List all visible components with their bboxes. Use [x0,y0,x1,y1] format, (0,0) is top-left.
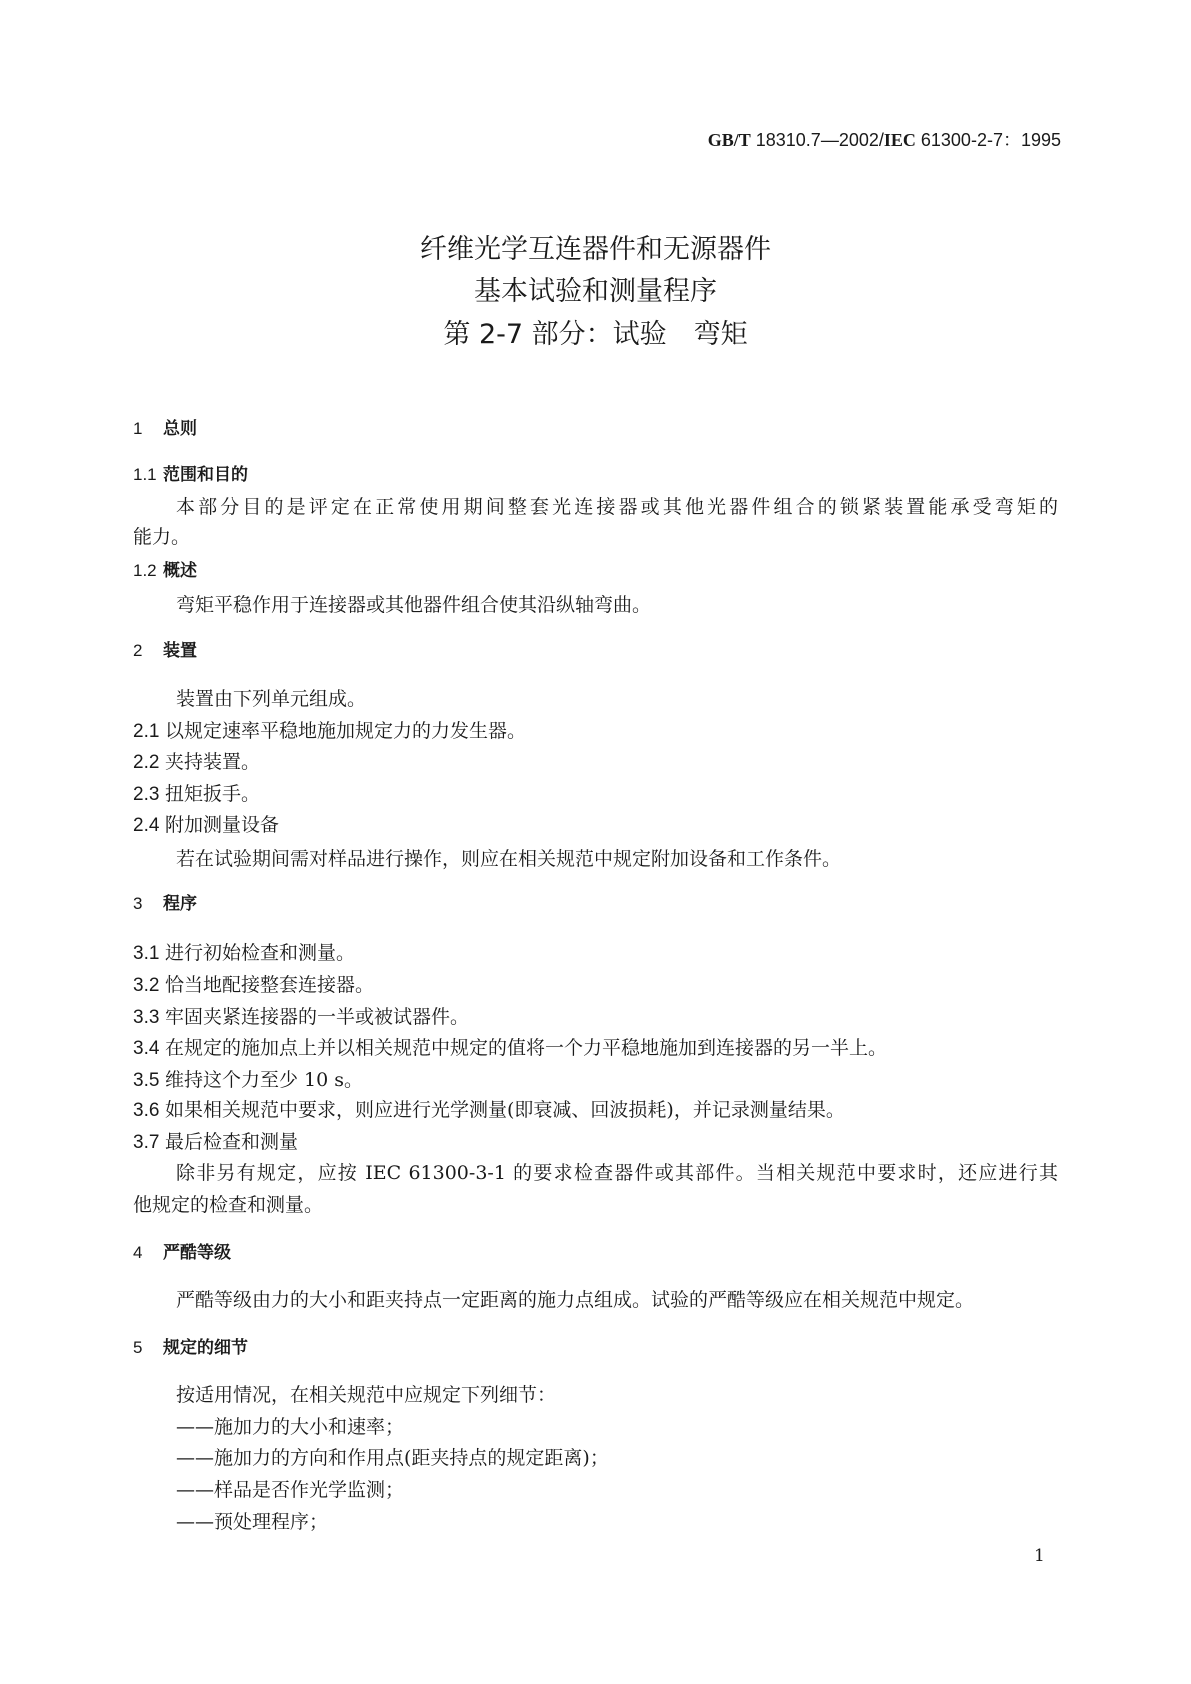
clause-number: 3.4 [133,1038,160,1059]
section-heading [133,463,248,487]
clause-text: 范围和目的 [163,465,248,485]
numbered-item [133,750,260,775]
numbered-item [133,1068,363,1093]
clause-text: 扭矩扳手。 [165,783,261,805]
clause-number: 3 [133,894,143,913]
clause-text: 若在试验期间需对样品进行操作，则应在相关规范中规定附加设备和工作条件。 [176,848,842,870]
clause-number: 3.6 [133,1100,160,1121]
clause-text: 牢固夹紧连接器的一半或被试器件。 [165,1006,470,1028]
section-heading [133,1336,248,1360]
numbered-item [133,941,355,966]
clause-text: 弯矩平稳作用于连接器或其他器件组合使其沿纵轴弯曲。 [176,594,652,616]
clause-number: 2.1 [133,721,160,742]
clause-text: 如果相关规范中要求，则应进行光学测量(即衰减、回波损耗)，并记录测量结果。 [165,1099,845,1121]
clause-text: 总则 [163,419,197,439]
clause-text: 他规定的检查和测量。 [133,1194,324,1216]
clause-text: 在规定的施加点上并以相关规范中规定的值将一个力平稳地施加到连接器的另一半上。 [165,1037,888,1059]
clause-text: ——施加力的大小和速率； [176,1416,405,1438]
clause-text: 最后检查和测量 [165,1131,299,1153]
standard-number-header [708,126,1061,152]
page-number: 1 [1034,1546,1045,1566]
paragraph-line [176,593,651,617]
clause-text: 夹持装置。 [165,751,261,773]
section-heading [133,892,197,916]
clause-number: 2 [133,641,143,660]
header-iec-number: 61300-2-7：1995 [915,130,1061,150]
paragraph-continuation [133,1193,323,1217]
clause-number: 2.3 [133,784,160,805]
numbered-item [133,1036,887,1061]
title-line-1: 纤维光学互连器件和无源器件 [420,234,771,265]
section-heading [133,417,197,441]
clause-text: 维持这个力至少 10 s。 [165,1069,364,1091]
numbered-item [133,973,374,998]
clause-number: 1.2 [133,561,157,580]
title-line-3: 第 2-7 部分：试验 弯矩 [443,319,748,350]
section-heading [133,1241,231,1265]
title-line-2: 基本试验和测量程序 [474,276,717,307]
clause-text: 恰当地配接整套连接器。 [165,974,375,996]
numbered-item [133,813,279,838]
paragraph-line [176,1446,609,1470]
clause-text: ——样品是否作光学监测； [176,1479,405,1501]
numbered-item [133,1130,298,1155]
paragraph-line [176,1510,328,1534]
header-iec: IEC [883,130,916,150]
clause-number: 1.1 [133,465,157,484]
clause-text: 本部分目的是评定在正常使用期间整套光连接器或其他光器件组合的锁紧装置能承受弯矩的 [176,496,1058,518]
clause-text: 装置由下列单元组成。 [176,688,367,710]
clause-number: 3.1 [133,943,160,964]
header-gb-number: 18310.7—2002/ [750,130,884,150]
numbered-item [133,1005,469,1030]
clause-text: 规定的细节 [163,1338,248,1358]
clause-number: 3.5 [133,1070,160,1091]
clause-number: 3.2 [133,975,160,996]
paragraph-line [176,1478,404,1502]
clause-number: 3.7 [133,1132,160,1153]
clause-text: 进行初始检查和测量。 [165,942,356,964]
clause-text: 除非另有规定，应按 IEC 61300-3-1 的要求检查器件或其部件。当相关规范中要求时，还应进行其 [176,1162,1058,1184]
clause-number: 2.4 [133,815,160,836]
clause-text: 严酷等级 [163,1243,231,1263]
section-heading [133,639,197,663]
clause-number: 1 [133,419,143,438]
paragraph-line [176,495,1058,519]
clause-number: 5 [133,1338,143,1357]
paragraph-line [176,1383,556,1407]
paragraph-line [176,847,841,871]
clause-number: 2.2 [133,752,160,773]
numbered-item [133,1098,845,1123]
clause-text: 按适用情况，在相关规范中应规定下列细节： [176,1384,557,1406]
clause-text: 严酷等级由力的大小和距夹持点一定距离的施力点组成。试验的严酷等级应在相关规范中规定。 [176,1289,975,1311]
paragraph-line [176,687,366,711]
paragraph-continuation [133,525,190,549]
paragraph-line [176,1288,974,1312]
paragraph-line [176,1415,404,1439]
clause-text: 以规定速率平稳地施加规定力的力发生器。 [165,720,527,742]
clause-text: ——预处理程序； [176,1511,329,1533]
clause-number: 3.3 [133,1007,160,1028]
clause-text: 概述 [163,561,197,581]
numbered-item [133,782,260,807]
section-heading [133,559,197,583]
numbered-item [133,719,526,744]
clause-text: 程序 [163,894,197,914]
clause-number: 4 [133,1243,143,1262]
clause-text: ——施加力的方向和作用点(距夹持点的规定距离)； [176,1447,609,1469]
paragraph-line [176,1161,1058,1185]
clause-text: 能力。 [133,526,191,548]
clause-text: 附加测量设备 [165,814,280,836]
clause-text: 装置 [163,641,197,661]
header-gb: GB/T [707,130,751,150]
